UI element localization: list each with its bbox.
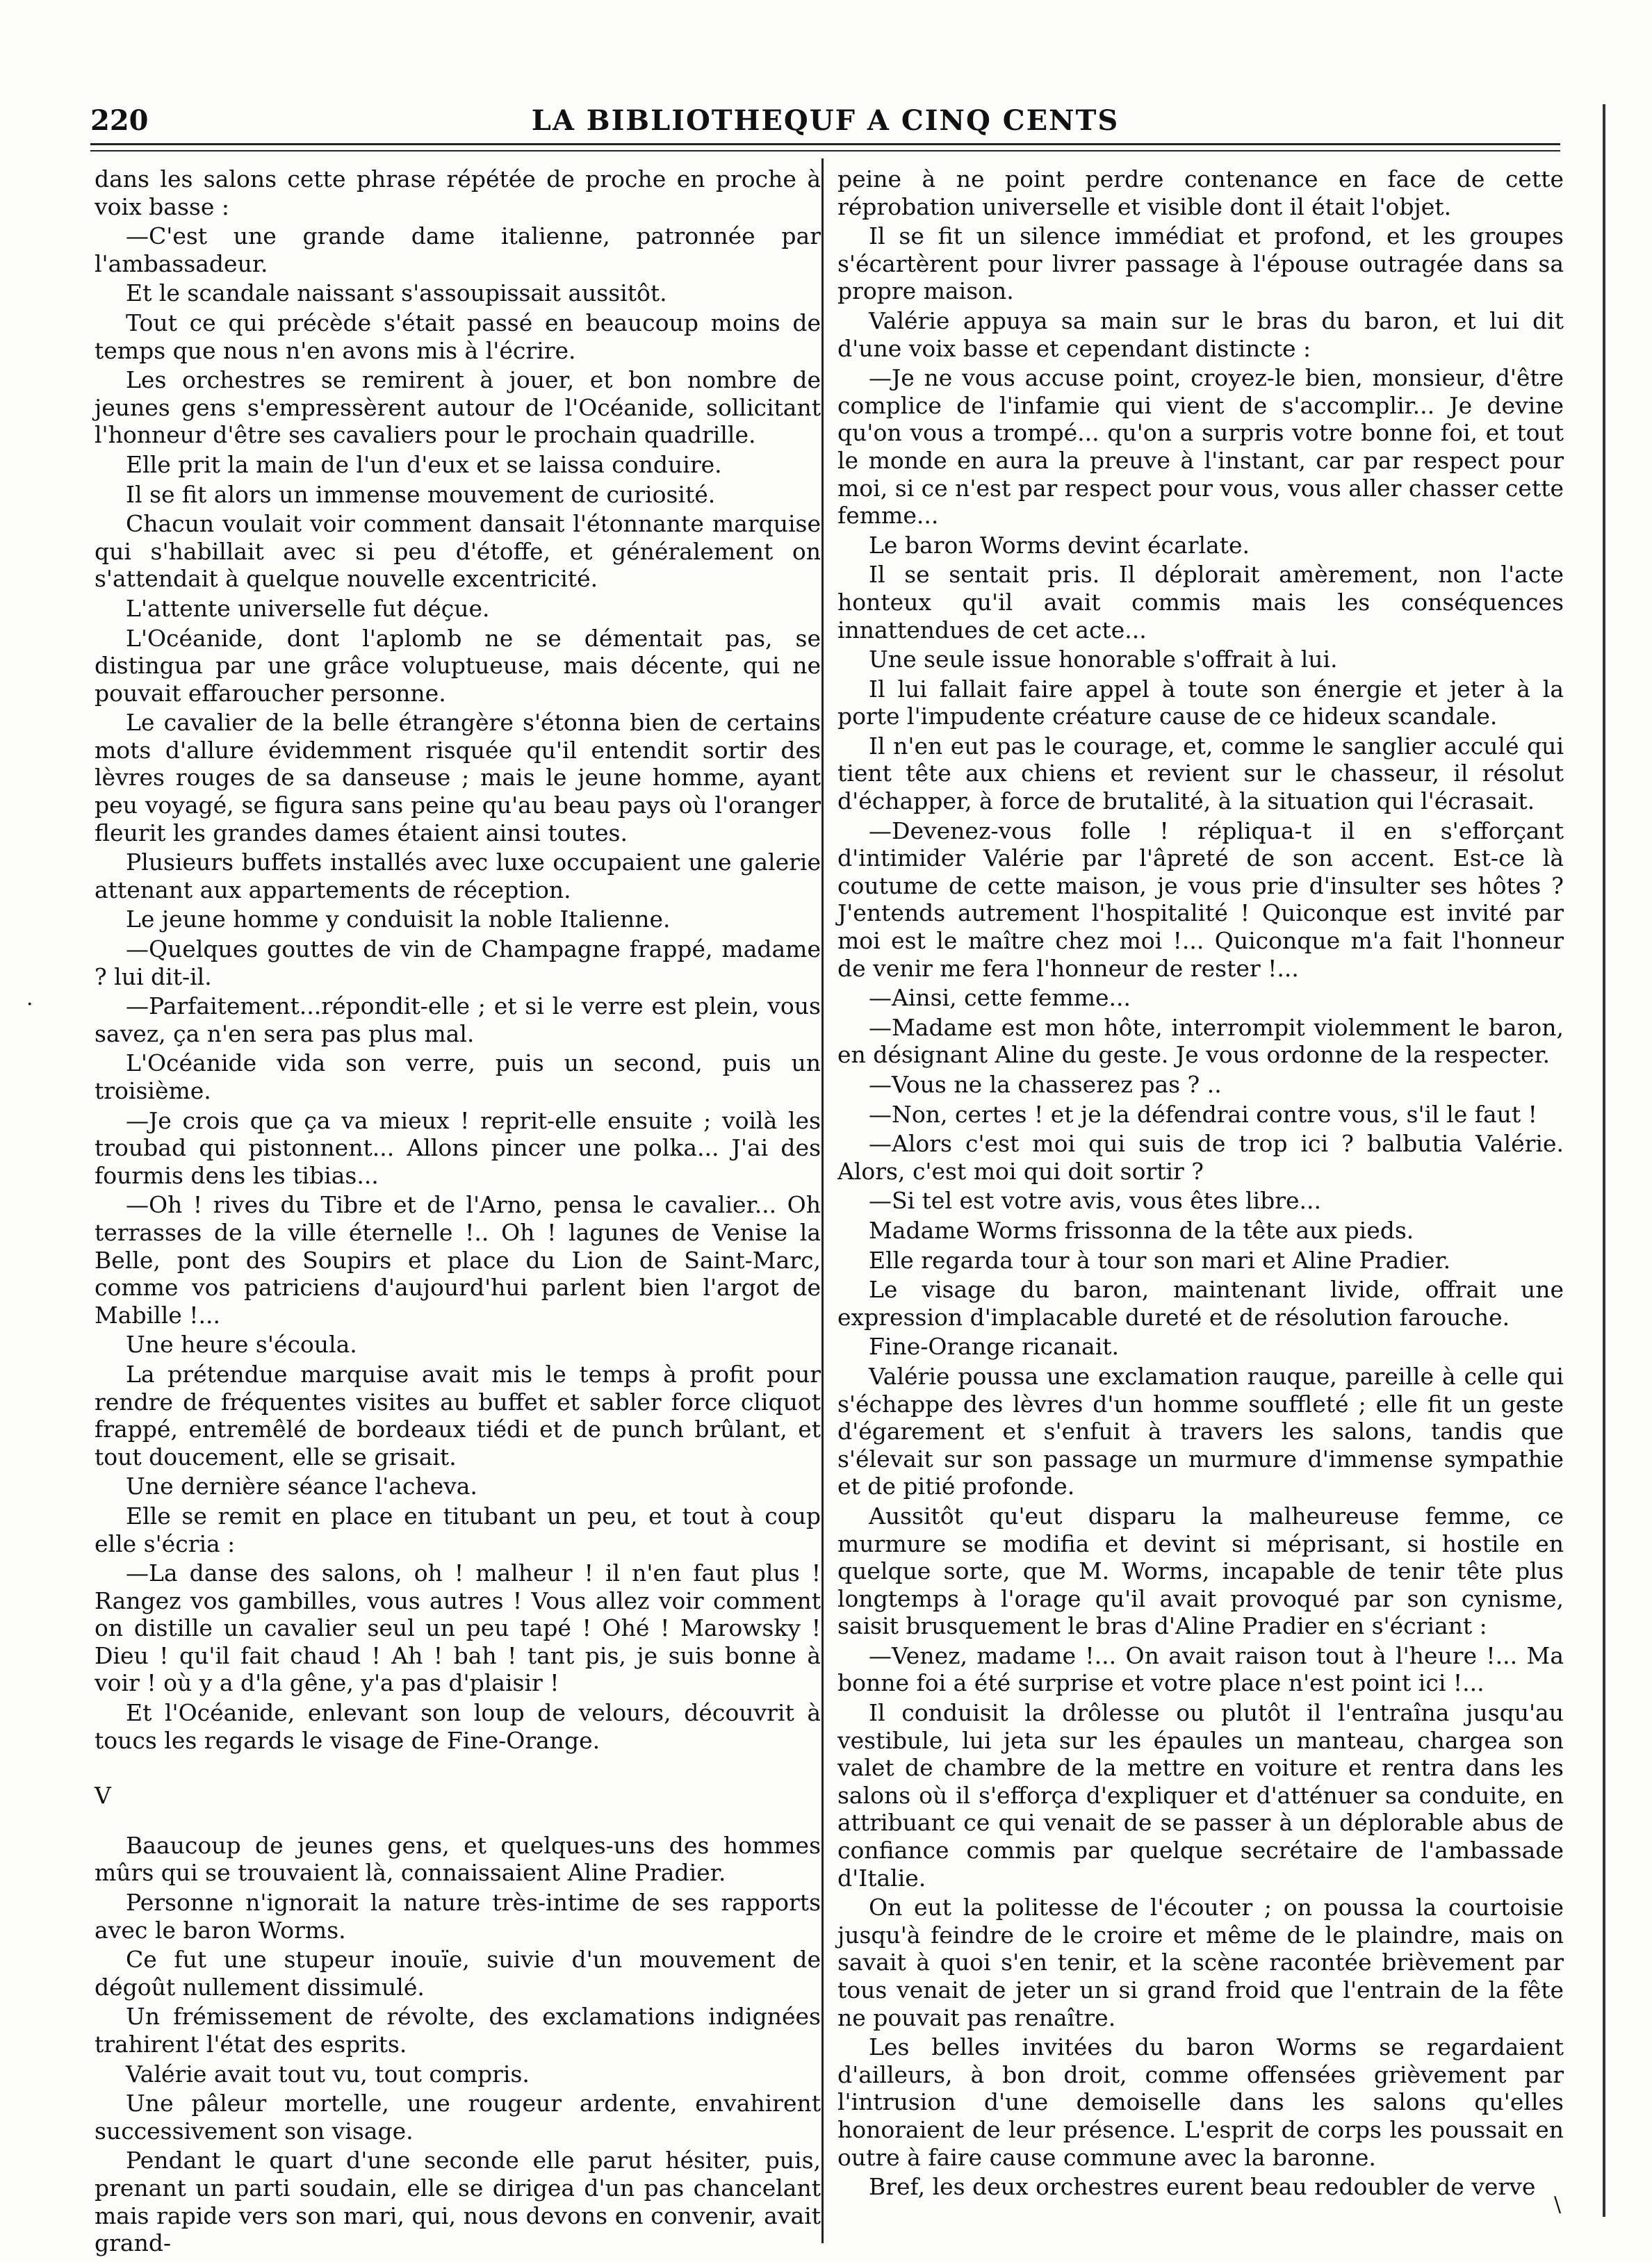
paragraph: Il lui fallait faire appel à toute son énergie et jeter à la porte l'impudente créature cause de ce hideux scandale. — [837, 675, 1564, 730]
paragraph: Ce fut une stupeur inouïe, suivie d'un mouvement de dégoût nullement dissimulé. — [95, 1946, 821, 2001]
paragraph: —Venez, madame !... On avait raison tout à l'heure !... Ma bonne foi a été surprise et votre place n'est point ici !... — [837, 1641, 1564, 1697]
paragraph: —Ainsi, cette femme... — [869, 984, 1131, 1012]
paragraph: L'Océanide vida son verre, puis un second, puis un troisième. — [95, 1049, 821, 1104]
paragraph: Elle regarda tour à tour son mari et Aline Pradier. — [869, 1246, 1451, 1274]
header-rule-thin — [90, 150, 1560, 151]
paragraph: peine à ne point perdre contenance en face de cette réprobation universelle et visible dont il était l'objet. — [837, 165, 1564, 220]
right-column — [837, 165, 1564, 2236]
paragraph: Les orchestres se remirent à jouer, et bon nombre de jeunes gens s'empressèrent autour de l'Océanide, sollicitant l'honneur d'être ses cavaliers pour le prochain quadrille. — [95, 366, 821, 449]
paragraph: Pendant le quart d'une seconde elle parut hésiter, puis, prenant un parti soudain, elle se dirigea d'un pas chancelant mais rapide vers son mari, qui, nous devons en convenir, avait grand- — [95, 2147, 821, 2257]
paragraph: Tout ce qui précède s'était passé en beaucoup moins de temps que nous n'en avons mis à l'écrire. — [95, 309, 821, 364]
column-divider — [821, 158, 824, 2243]
running-title: LA BIBLIOTHEQUF A CINQ CENTS — [531, 104, 1120, 137]
left-column — [95, 165, 821, 2257]
header-rule — [90, 143, 1560, 145]
paragraph: Fine-Orange ricanait. — [869, 1333, 1120, 1361]
paragraph: Il conduisit la drôlesse ou plutôt il l'entraîna jusqu'au vestibule, lui jeta sur les épaules un manteau, chargea son valet de chambre de la mettre en voiture et rentra dans les salons où il s'efforça d'expliquer et d'atténuer sa conduite, en attribuant ce qui venait de se passer à un déplorable abus de confiance commis par quelque secrétaire de l'ambassade d'Italie. — [837, 1699, 1564, 1892]
page-header — [90, 104, 1560, 153]
paragraph: Personne n'ignorait la nature très-intime de ses rapports avec le baron Worms. — [95, 1889, 821, 1944]
paragraph: La prétendue marquise avait mis le temps à profit pour rendre de fréquentes visites au buffet et sabler force cliquot frappé, entremêlé de bordeaux tiédi et de punch brûlant, et tout doucement, elle se grisait. — [95, 1360, 821, 1470]
paragraph: —Oh ! rives du Tibre et de l'Arno, pensa le cavalier... Oh terrasses de la ville éternelle !.. Oh ! lagunes de Venise la Belle, pont des Soupirs et place du Lion de Saint-Marc, comme vos patriciens d'aujourd'hui parlent bien l'argot de Mabille !... — [95, 1191, 821, 1329]
paragraph: —Je crois que ça va mieux ! reprit-elle ensuite ; voilà les troubad qui pistonnent... Allons pincer une polka... J'ai des fourmis dens les tibias... — [95, 1106, 821, 1189]
paragraph: —Alors c'est moi qui suis de trop ici ? balbutia Valérie. Alors, c'est moi qui doit sortir ? — [837, 1130, 1564, 1185]
paragraph: Les belles invitées du baron Worms se regardaient d'ailleurs, à bon droit, comme offensées grièvement par l'intrusion d'une demoiselle dans les salons qu'elles honoraient de leur présence. L'esprit de corps les poussait en outre à faire cause commune avec la baronne. — [837, 2033, 1564, 2171]
paragraph: On eut la politesse de l'écouter ; on poussa la courtoisie jusqu'à feindre de le croire et même de le plaindre, mais on savait à quoi s'en tenir, et la scène racontée brièvement par tous venait de jeter un si grand froid que l'entrain de la fête ne pouvait pas renaître. — [837, 1894, 1564, 2031]
paragraph: Le visage du baron, maintenant livide, offrait une expression d'implacable dureté et de résolution farouche. — [837, 1276, 1564, 1331]
section-heading: V — [95, 1782, 111, 1810]
page-number: 220 — [90, 104, 149, 137]
paragraph: Et l'Océanide, enlevant son loup de velours, découvrit à toucs les regards le visage de Fine-Orange. — [95, 1699, 821, 1754]
paragraph: —C'est une grande dame italienne, patronnée par l'ambassadeur. — [95, 222, 821, 277]
paragraph: Un frémissement de révolte, des exclamations indignées trahirent l'état des esprits. — [95, 2003, 821, 2058]
paragraph: —Non, certes ! et je la défendrai contre vous, s'il le faut ! — [869, 1100, 1537, 1128]
paragraph: Une pâleur mortelle, une rougeur ardente, envahirent successivement son visage. — [95, 2090, 821, 2145]
paragraph: Une heure s'écoula. — [126, 1331, 357, 1359]
paragraph: —Si tel est votre avis, vous êtes libre... — [869, 1187, 1321, 1215]
paragraph: —Devenez-vous folle ! répliqua-t il en s'efforçant d'intimider Valérie par l'âpreté de son accent. Est-ce là coutume de cette maison, je vous prie d'insulter ses hôtes ? J'entends autrement l'hospitalité ! Quiconque est invité par moi est le maître chez moi !... Quiconque m'a fait l'honneur de venir me fera l'honneur de rester !... — [837, 817, 1564, 982]
paragraph: —Quelques gouttes de vin de Champagne frappé, madame ? lui dit-il. — [95, 935, 821, 990]
paragraph: Le cavalier de la belle étrangère s'étonna bien de certains mots d'allure évidemment risquée qu'il entendit sortir des lèvres rouges de sa danseuse ; mais le jeune homme, ayant peu voyagé, se figura sans peine qu'au beau pays où l'oranger fleurit les grandes dames étaient ainsi toutes. — [95, 709, 821, 846]
paragraph: Bref, les deux orchestres eurent beau redoubler de verve — [869, 2173, 1536, 2201]
paragraph: Valérie poussa une exclamation rauque, pareille à celle qui s'échappe des lèvres d'un homme souffleté ; elle fit un geste d'égarement et s'enfuit à travers les salons, tandis que s'élevait sur son passage un murmure d'immense sympathie et de pitié profonde. — [837, 1362, 1564, 1500]
paragraph: Aussitôt qu'eut disparu la malheureuse femme, ce murmure se modifia et devint si méprisant, si hostile en quelque sorte, que M. Worms, incapable de tenir tête plus longtemps à l'orage qu'il avait provoqué par son cynisme, saisit brusquement le bras d'Aline Pradier en s'écriant : — [837, 1502, 1564, 1640]
paragraph: —Vous ne la chasserez pas ? .. — [869, 1071, 1222, 1098]
paragraph: Chacun voulait voir comment dansait l'étonnante marquise qui s'habillait avec si peu d'étoffe, et généralement on s'attendait à quelque nouvelle excentricité. — [95, 510, 821, 593]
paragraph: Plusieurs buffets installés avec luxe occupaient une galerie attenant aux appartements de réception. — [95, 849, 821, 903]
paragraph: Il se fit un silence immédiat et profond, et les groupes s'écartèrent pour livrer passage à l'épouse outragée dans sa propre maison. — [837, 222, 1564, 305]
paragraph: —Je ne vous accuse point, croyez-le bien, monsieur, d'être complice de l'infamie qui vient de s'accomplir... Je devine qu'on vous a trompé... qu'on a surpris votre bonne foi, et tout le monde en aura la preuve à l'instant, car par respect pour moi, si ce n'est par respect pour vous, vous aller chasser cette femme... — [837, 364, 1564, 530]
paragraph: Il se sentait pris. Il déplorait amèrement, non l'acte honteux qu'il avait commis mais les conséquences innattendues de cet acte... — [837, 561, 1564, 644]
paragraph: —La danse des salons, oh ! malheur ! il n'en faut plus ! Rangez vos gambilles, vous autres ! Vous allez voir comment on distille un cavalier seul un peu tapé ! Ohé ! Marowsky ! Dieu ! qu'il fait chaud ! Ah ! bah ! tant pis, je suis bonne à voir ! où y a d'la gêne, y'a pas d'plaisir ! — [95, 1559, 821, 1697]
paragraph: Une dernière séance l'acheva. — [126, 1473, 477, 1500]
paragraph: L'Océanide, dont l'aplomb ne se démentait pas, se distingua par une grâce voluptueuse, mais décente, qui ne pouvait effaroucher personne. — [95, 624, 821, 707]
paragraph: L'attente universelle fut déçue. — [126, 594, 490, 622]
margin-mark: \ — [1554, 2193, 1562, 2217]
paragraph: —Madame est mon hôte, interrompit violemment le baron, en désignant Aline du geste. Je vous ordonne de la respecter. — [837, 1013, 1564, 1069]
paragraph: Elle prit la main de l'un d'eux et se laissa conduire. — [126, 450, 722, 478]
paragraph: Il se fit alors un immense mouvement de curiosité. — [126, 480, 716, 508]
paragraph: —Parfaitement...répondit-elle ; et si le verre est plein, vous savez, ça n'en sera pas plus mal. — [95, 992, 821, 1047]
page-edge-rule — [1603, 104, 1605, 2217]
paragraph: dans les salons cette phrase répétée de proche en proche à voix basse : — [95, 165, 821, 220]
paragraph: Une seule issue honorable s'offrait à lui. — [869, 646, 1338, 673]
paragraph: Madame Worms frissonna de la tête aux pieds. — [869, 1216, 1414, 1244]
paragraph: Le jeune homme y conduisit la noble Italienne. — [126, 905, 671, 933]
paragraph: Valérie appuya sa main sur le bras du baron, et lui dit d'une voix basse et cependant distincte : — [837, 306, 1564, 362]
paragraph: Il n'en eut pas le courage, et, comme le sanglier acculé qui tient tête aux chiens et revient sur le chasseur, il résolut d'échapper, à force de brutalité, à la situation qui l'écrasait. — [837, 732, 1564, 815]
paragraph: Le baron Worms devint écarlate. — [869, 531, 1250, 559]
paragraph: Valérie avait tout vu, tout compris. — [126, 2060, 530, 2088]
margin-dot: · — [26, 992, 33, 1017]
paragraph: Baaucoup de jeunes gens, et quelques-uns des hommes mûrs qui se trouvaient là, connaissaient Aline Pradier. — [95, 1831, 821, 1887]
paragraph: Elle se remit en place en titubant un peu, et tout à coup elle s'écria : — [95, 1502, 821, 1557]
paragraph: Et le scandale naissant s'assoupissait aussitôt. — [126, 279, 667, 307]
